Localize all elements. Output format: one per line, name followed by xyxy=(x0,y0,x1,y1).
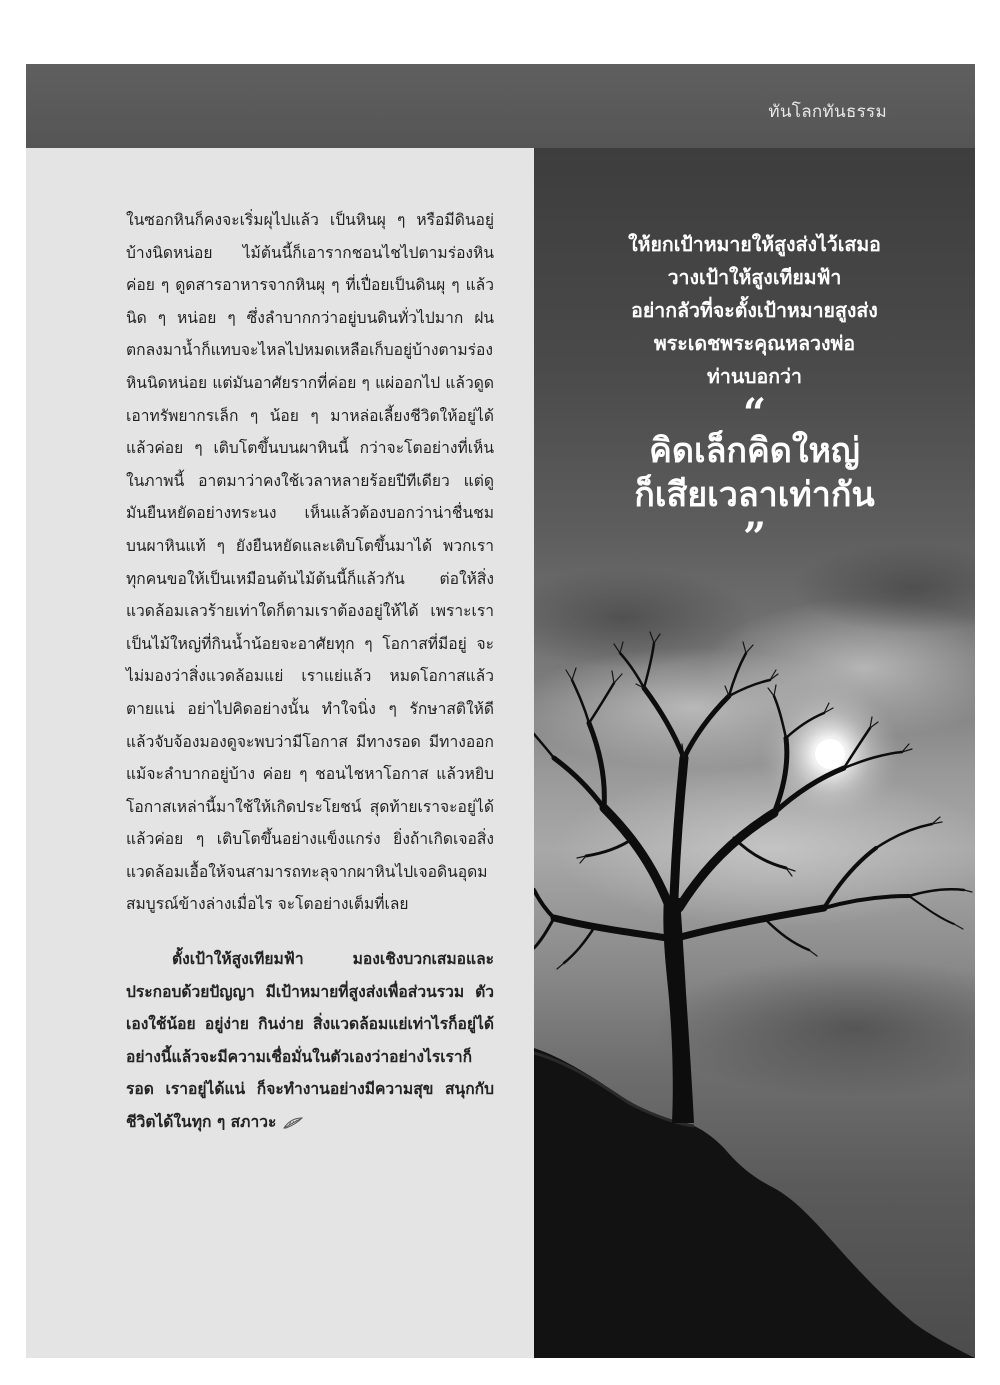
intro-line-5: ท่านบอกว่า xyxy=(707,365,802,388)
close-quote-mark: ” xyxy=(742,514,766,561)
body-paragraph-bold-text: ตั้งเป้าให้สูงเทียมฟ้า มองเชิงบวกเสมอและประกอบด้วยปัญญา มีเป้าหมายที่สูงส่งเพื่อส่วนรวม ตัวเองใช้น้อย อยู่ง่าย กินง่าย สิ่งแวดล้อมแย่เท่าไรก็อยู่ได้ อย่างนี้แล้วจะมีความเชื่อมั่นในตัวเองว่าอย่างไรเราก็รอด เราอยู่ได้แน่ ก็จะทำงานอย่างมีความสุข สนุกกับชีวิตได้ในทุก ๆ สภาวะ xyxy=(126,950,494,1132)
section-title: ทันโลกทันธรรม xyxy=(768,102,887,122)
body-text-column xyxy=(126,204,494,1139)
tree-photo-panel xyxy=(534,148,975,1358)
intro-line-4: พระเดชพระคุณหลวงพ่อ xyxy=(653,332,856,355)
open-quote-mark: “ xyxy=(742,390,766,437)
intro-line-2: วางเป้าให้สูงเทียมฟ้า xyxy=(667,266,842,289)
quote-block xyxy=(534,228,975,561)
page-frame xyxy=(26,64,975,1358)
feather-end-mark-icon xyxy=(282,1116,304,1130)
quote-line-2: ก็เสียเวลาเท่ากัน xyxy=(634,475,875,515)
intro-line-1: ให้ยกเป้าหมายให้สูงส่งไว้เสมอ xyxy=(628,233,881,256)
header-bar xyxy=(26,64,975,148)
body-paragraph-bold xyxy=(126,943,494,1139)
body-paragraph: ในซอกหินก็คงจะเริ่มผุไปแล้ว เป็นหินผุ ๆ หรือมีดินอยู่บ้างนิดหน่อย ไม้ต้นนี้ก็เอารากชอนไชไปตามร่องหิน ค่อย ๆ ดูดสารอาหารจากหินผุ ๆ ที่เปื่อยเป็นดินผุ ๆ แล้วนิด ๆ หน่อย ๆ ซึ่งลำบากกว่าอยู่บนดินทั่วไปมาก ฝนตกลงมาน้ำก็แทบจะไหลไปหมดเหลือเก็บอยู่บ้างตามร่องหินนิดหน่อย แต่มันอาศัยรากที่ค่อย ๆ แผ่ออกไป แล้วดูดเอาทรัพยากรเล็ก ๆ น้อย ๆ มาหล่อเลี้ยงชีวิตให้อยู่ได้ แล้วค่อย ๆ เติบโตขึ้นบนผาหินนี้ กว่าจะโตอย่างที่เห็นในภาพนี้ อาตมาว่าคงใช้เวลาหลายร้อยปีทีเดียว แต่ดูมันยืนหยัดอย่างทระนง เห็นแล้วต้องบอกว่าน่าชื่นชม บนผาหินแท้ ๆ ยังยืนหยัดและเติบโตขึ้นมาได้ พวกเราทุกคนขอให้เป็นเหมือนต้นไม้ต้นนี้ก็แล้วกัน ต่อให้สิ่งแวดล้อมเลวร้ายเท่าใดก็ตามเราต้องอยู่ให้ได้ เพราะเราเป็นไม้ใหญ่ที่กินน้ำน้อยจะอาศัยทุก ๆ โอกาสที่มีอยู่ จะไม่มองว่าสิ่งแวดล้อมแย่ เราแย่แล้ว หมดโอกาสแล้ว ตายแน่ อย่าไปคิดอย่างนั้น ทำใจนิ่ง ๆ รักษาสติให้ดี แล้วจับจ้องมองดูจะพบว่ามีโอกาส มีทางรอด มีทางออก แม้จะลำบากอยู่บ้าง ค่อย ๆ ชอนไชหาโอกาส แล้วหยิบโอกาสเหล่านี้มาใช้ให้เกิดประโยชน์ สุดท้ายเราจะอยู่ได้ แล้วค่อย ๆ เติบโตขึ้นอย่างแข็งแกร่ง ยิ่งถ้าเกิดเจอสิ่งแวดล้อมเอื้อให้จนสามารถทะลุจากผาหินไปเจอดินอุดมสมบูรณ์ข้างล่างเมื่อไร จะโตอย่างเต็มที่เลย xyxy=(126,211,494,914)
intro-line-3: อย่ากลัวที่จะตั้งเป้าหมายสูงส่ง xyxy=(631,299,878,322)
quote-line-1: คิดเล็กคิดใหญ่ xyxy=(649,431,860,471)
